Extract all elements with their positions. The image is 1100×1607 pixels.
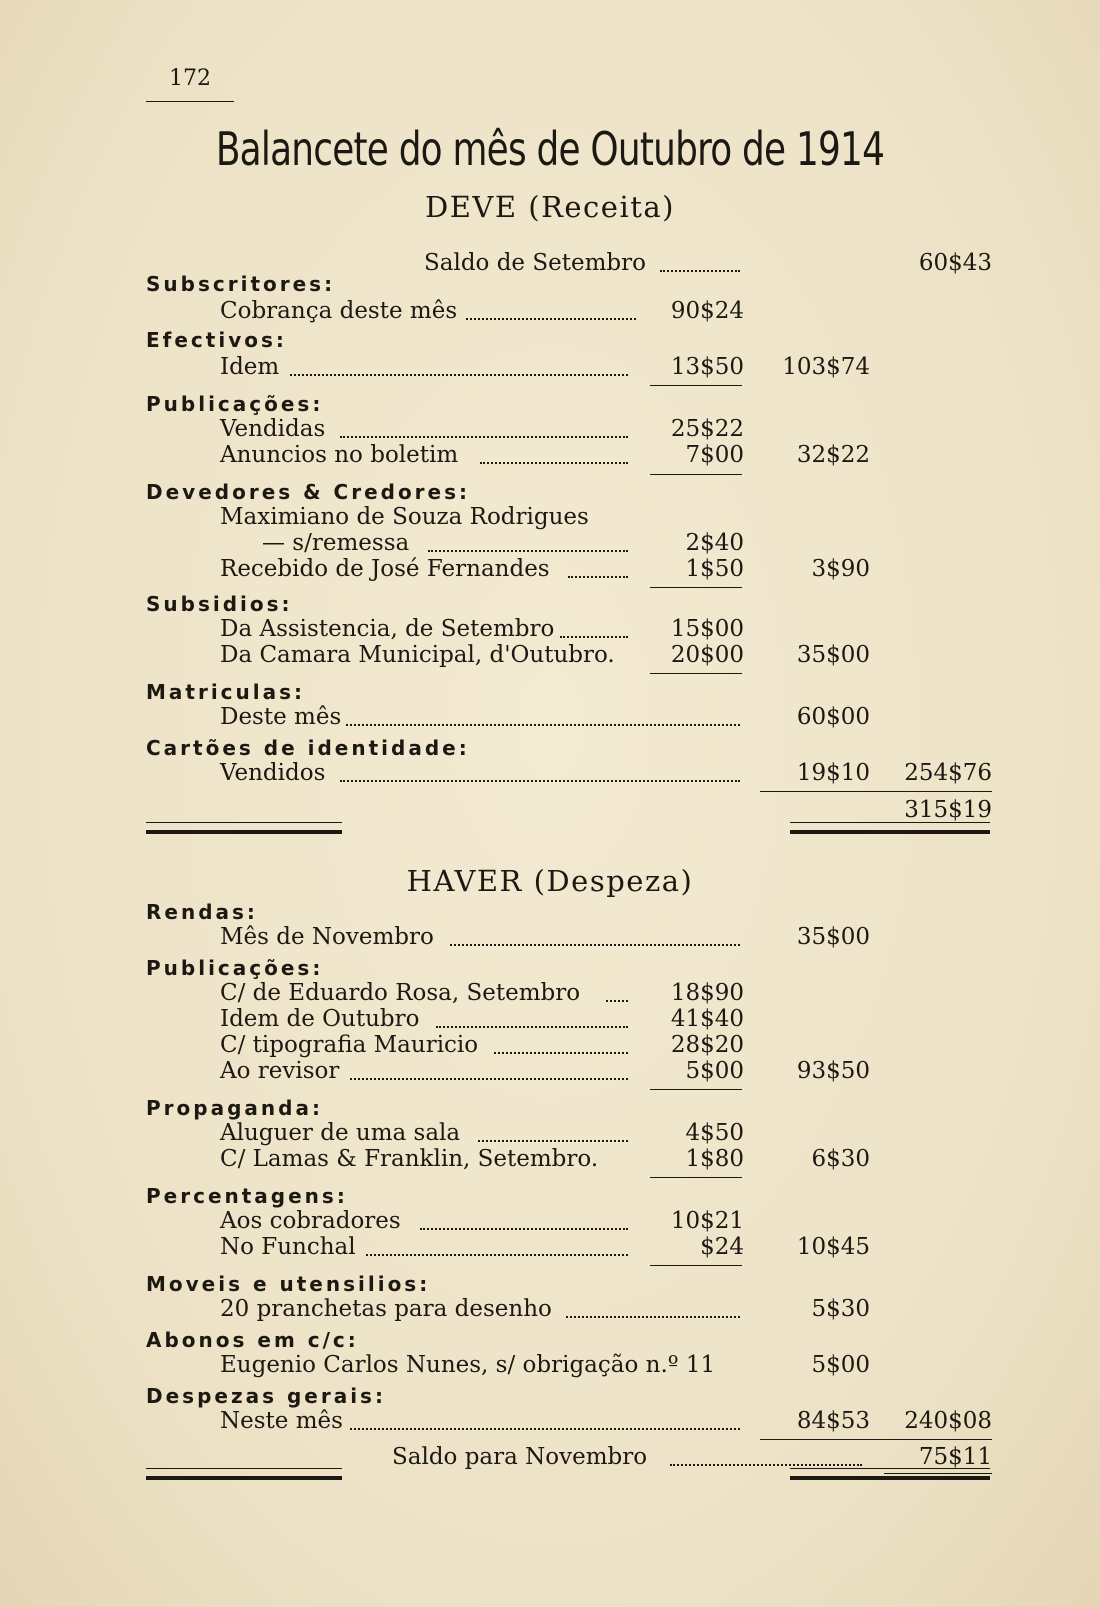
- line-value: 1$50: [685, 556, 744, 582]
- subtotal-value: 93$50: [796, 1058, 870, 1084]
- leader-dots: [350, 1428, 740, 1430]
- grand-total: 315$19: [904, 797, 992, 823]
- leader-dots: [478, 1140, 628, 1142]
- category-abonos: Abonos em c/c:: [146, 1328, 359, 1352]
- category-propaganda: Propaganda:: [146, 1096, 323, 1120]
- leader-dots: [290, 374, 628, 376]
- subtotal-value: 103$74: [782, 354, 870, 380]
- leader-dots: [466, 318, 636, 320]
- leader-dots: [480, 462, 628, 464]
- subtotal-value: 35$00: [796, 642, 870, 668]
- category-subscritores: Subscritores:: [146, 272, 336, 296]
- subtotal-value: 10$45: [796, 1234, 870, 1260]
- double-rule: [146, 830, 342, 834]
- saldo-novembro-label: Saldo para Novembro: [392, 1444, 648, 1470]
- category-matriculas: Matriculas:: [146, 680, 306, 704]
- line-label: Cobrança deste mês: [220, 298, 458, 324]
- line-vendidos: [220, 760, 750, 788]
- line-label: 20 pranchetas para desenho: [220, 1296, 552, 1322]
- total-rule: [884, 1473, 992, 1474]
- category-despezas: Despezas gerais:: [146, 1384, 386, 1408]
- subtotal-value: 6$30: [811, 1146, 870, 1172]
- line-label: Da Assistencia, de Setembro: [220, 616, 555, 642]
- category-rendas: Rendas:: [146, 900, 258, 924]
- line-pranchetas: [220, 1296, 750, 1324]
- line-label: Maximiano de Souza Rodrigues: [220, 504, 589, 530]
- line-label: Aos cobradores: [220, 1208, 401, 1234]
- line-value: 18$90: [670, 980, 744, 1006]
- line-label: No Funchal: [220, 1234, 356, 1260]
- line-label: — s/remessa: [262, 530, 410, 556]
- page-number: 172: [169, 66, 211, 91]
- double-rule: [146, 1476, 342, 1480]
- line-label: Deste mês: [220, 704, 342, 730]
- line-label: Idem: [220, 354, 280, 380]
- line-novembro: [220, 924, 750, 952]
- category-devedores: Devedores & Credores:: [146, 480, 471, 504]
- total-rule: [760, 791, 992, 792]
- subtotal-rule: [650, 1089, 742, 1090]
- line-value: 4$50: [685, 1120, 744, 1146]
- leader-dots: [420, 1228, 628, 1230]
- line-value: 25$22: [670, 416, 744, 442]
- line-maximiano: [220, 504, 750, 532]
- leader-dots: [568, 576, 628, 578]
- line-value: 5$00: [811, 1352, 870, 1378]
- line-value: 5$30: [811, 1296, 870, 1322]
- line-value: 19$10: [796, 760, 870, 786]
- category-efectivos: Efectivos:: [146, 328, 287, 352]
- category-publicacoes: Publicações:: [146, 392, 324, 416]
- category-moveis: Moveis e utensilios:: [146, 1272, 431, 1296]
- line-label: Vendidos: [220, 760, 326, 786]
- subtotal-rule: [650, 1177, 742, 1178]
- leader-dots: [340, 780, 740, 782]
- leader-dots: [606, 1000, 628, 1002]
- line-value: 90$24: [670, 298, 744, 324]
- double-rule: [790, 830, 990, 834]
- line-label: Idem de Outubro: [220, 1006, 420, 1032]
- saldo-setembro-label: Saldo de Setembro: [424, 250, 646, 276]
- saldo-novembro-value: 75$11: [918, 1444, 992, 1470]
- line-value: 41$40: [670, 1006, 744, 1032]
- line-value: 84$53: [796, 1408, 870, 1434]
- double-rule: [146, 1468, 342, 1469]
- page-title: Balancete do mês de Outubro de 1914: [215, 122, 885, 176]
- subtotal-value: 3$90: [811, 556, 870, 582]
- line-label: Anuncios no boletim: [220, 442, 459, 468]
- line-deste-mes: [220, 704, 750, 732]
- subtotal-value: 32$22: [796, 442, 870, 468]
- leader-dots: [428, 550, 628, 552]
- category-percentagens: Percentagens:: [146, 1184, 348, 1208]
- page-number-rule: [146, 101, 234, 102]
- line-label: Recebido de José Fernandes: [220, 556, 550, 582]
- line-label: C/ de Eduardo Rosa, Setembro: [220, 980, 581, 1006]
- subtotal-rule: [650, 1265, 742, 1266]
- category-subsidios: Subsidios:: [146, 592, 293, 616]
- line-label: Vendidas: [220, 416, 326, 442]
- line-label: Neste mês: [220, 1408, 343, 1434]
- leader-dots: [670, 1464, 862, 1466]
- line-eugenio: [220, 1352, 750, 1380]
- line-value: 35$00: [796, 924, 870, 950]
- category-cartoes: Cartões de identidade:: [146, 736, 470, 760]
- leader-dots: [366, 1254, 628, 1256]
- line-value: 28$20: [670, 1032, 744, 1058]
- despeza-total: 240$08: [904, 1408, 992, 1434]
- line-label: Aluguer de uma sala: [220, 1120, 461, 1146]
- double-rule: [146, 822, 342, 823]
- line-value: 20$00: [670, 642, 744, 668]
- leader-dots: [494, 1052, 628, 1054]
- line-value: 7$00: [685, 442, 744, 468]
- leader-dots: [450, 944, 740, 946]
- line-label: Mês de Novembro: [220, 924, 434, 950]
- line-value: 15$00: [670, 616, 744, 642]
- leader-dots: [350, 1078, 628, 1080]
- line-value: 13$50: [670, 354, 744, 380]
- category-publicacoes: Publicações:: [146, 956, 324, 980]
- line-neste-mes: [220, 1408, 750, 1436]
- line-value: 10$21: [670, 1208, 744, 1234]
- subtotal-rule: [650, 385, 742, 386]
- double-rule: [790, 1468, 990, 1469]
- deve-heading: DEVE (Receita): [425, 190, 675, 224]
- double-rule: [790, 1476, 990, 1480]
- line-value: 5$00: [685, 1058, 744, 1084]
- line-label: Da Camara Municipal, d'Outubro.: [220, 642, 615, 668]
- subtotal-rule: [650, 587, 742, 588]
- double-rule: [790, 822, 990, 823]
- line-value: 2$40: [685, 530, 744, 556]
- subtotal-rule: [650, 673, 742, 674]
- leader-dots: [560, 636, 628, 638]
- receita-total: 254$76: [904, 760, 992, 786]
- line-label: C/ tipografia Mauricio: [220, 1032, 479, 1058]
- line-value: $24: [700, 1234, 744, 1260]
- leader-dots: [436, 1026, 628, 1028]
- line-value: 60$00: [796, 704, 870, 730]
- leader-dots: [566, 1316, 740, 1318]
- leader-dots: [346, 724, 740, 726]
- leader-dots: [340, 436, 628, 438]
- haver-heading: HAVER (Despeza): [406, 864, 694, 898]
- total-rule: [760, 1439, 992, 1440]
- line-value: 1$80: [685, 1146, 744, 1172]
- leader-dots: [660, 270, 740, 272]
- line-label: Eugenio Carlos Nunes, s/ obrigação n.º 11: [220, 1352, 716, 1378]
- line-label: Ao revisor: [220, 1058, 340, 1084]
- subtotal-rule: [650, 474, 742, 475]
- saldo-setembro-value: 60$43: [918, 250, 992, 276]
- line-label: C/ Lamas & Franklin, Setembro.: [220, 1146, 599, 1172]
